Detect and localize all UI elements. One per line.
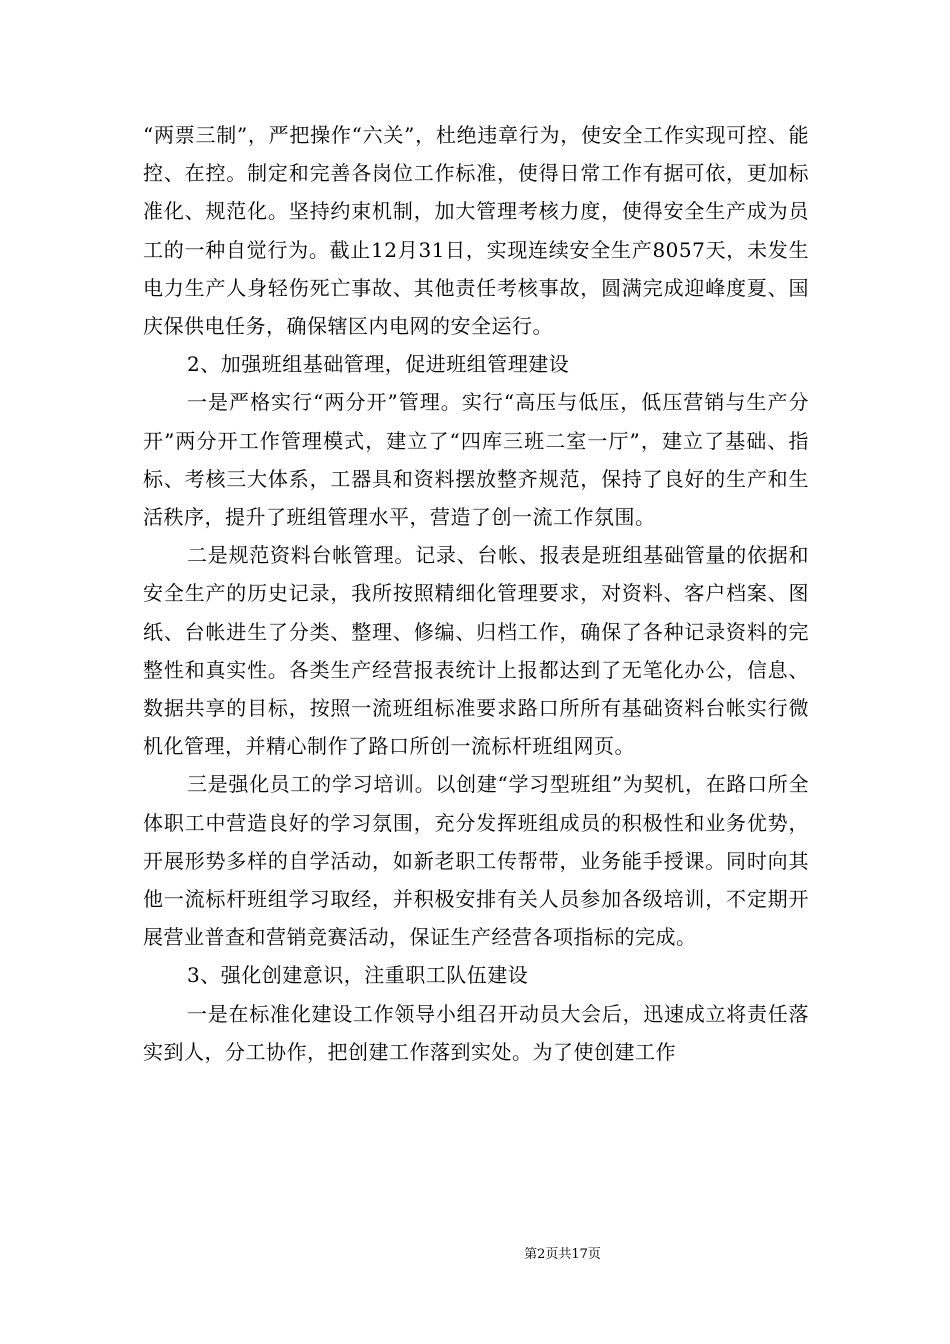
section-heading-team-management: 2、加强班组基础管理，促进班组管理建设 [187, 352, 570, 377]
section-heading-team-building: 3、强化创建意识，注重职工队伍建设 [187, 963, 529, 988]
paragraph-standardization: 一是在标准化建设工作领导小组召开动员大会后，迅速成立将责任落实到人，分工协作，把创建工作落到实处。为了使创建工作 [143, 1001, 809, 1064]
paragraph-safety-continuation: “两票三制”，严把操作“六关”，杜绝违章行为，使安全工作实现可控、能控、在控。制定和完善各岗位工作标准，使得日常工作有据可依，更加标准化、规范化。坚持约束机制，加大管理考核力度，使得安全生产成为员工的一种自觉行为。截止12月31日，实现连续安全生产8057天，未发生电力生产人身轻伤死亡事故、其他责任考核事故，圆满完成迎峰度夏、国庆保供电任务，确保辖区内电网的安全运行。 [143, 123, 809, 339]
paragraph-two-separations: 一是严格实行“两分开”管理。实行“高压与低压，低压营销与生产分开”两分开工作管理模式，建立了“四库三班二室一厅”，建立了基础、指标、考核三大体系，工器具和资料摆放整齐规范，保持了良好的生产和生活秩序，提升了班组管理水平，营造了创一流工作氛围。 [143, 390, 809, 530]
paragraph-records-management: 二是规范资料台帐管理。记录、台帐、报表是班组基础管量的依据和安全生产的历史记录，我所按照精细化管理要求，对资料、客户档案、图纸、台帐进生了分类、整理、修编、归档工作，确保了各种记录资料的完整性和真实性。各类生产经营报表统计上报都达到了无笔化办公，信息、数据共享的目标，按照一流班组标准要求路口所所有基础资料台帐实行微机化管理，并精心制作了路口所创一流标杆班组网页。 [143, 543, 809, 759]
document-body [143, 116, 809, 1071]
page-number-footer: 第2页共17页 [524, 1247, 601, 1262]
paragraph-staff-training: 三是强化员工的学习培训。以创建“学习型班组”为契机，在路口所全体职工中营造良好的学习氛围，充分发挥班组成员的积极性和业务优势，开展形势多样的自学活动，如新老职工传帮带，业务能手授课。同时向其他一流标杆班组学习取经，并积极安排有关人员参加各级培训，不定期开展营业普查和营销竞赛活动，保证生产经营各项指标的完成。 [143, 772, 809, 950]
